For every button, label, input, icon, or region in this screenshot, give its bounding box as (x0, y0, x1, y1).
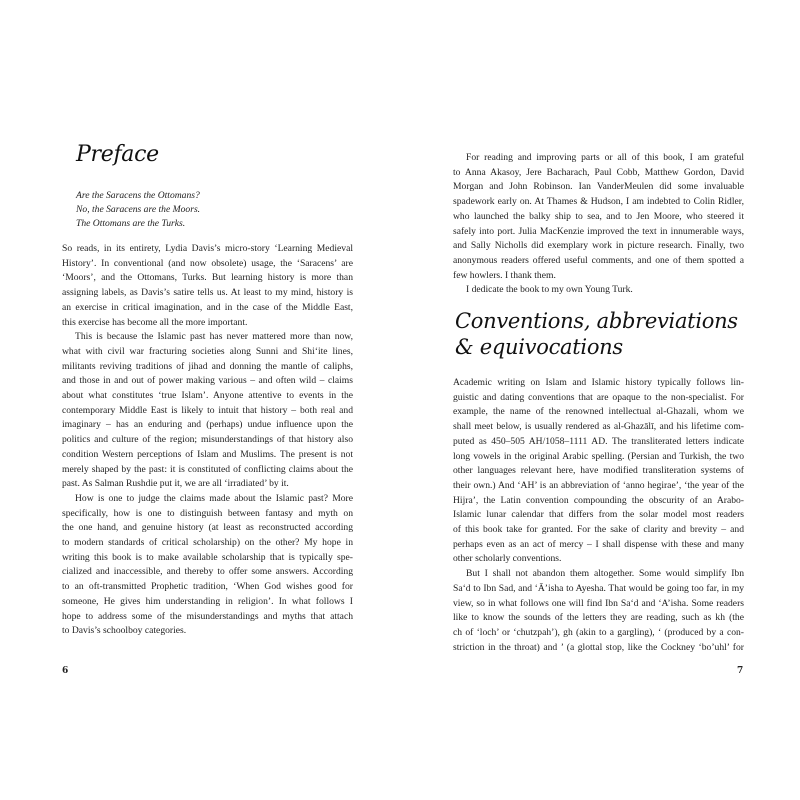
text-line: But I shall not abandon them altogether. Some would simplify Ibn (466, 568, 744, 580)
text-line: the one hand, and genuine history (at least as reconstructed according (62, 522, 353, 534)
text-line: shall meet below, is usually rendered as al-Ghazālī, and his lifetime com- (453, 421, 744, 433)
text-line: For reading and improving parts or all of this book, I am grateful (466, 152, 744, 163)
text-line: specifically, how is one to distinguish between fantasy and myth on (62, 507, 353, 519)
text-line: example, the name of the renowned intellectual al-Ghazali, whom we (453, 406, 744, 418)
page-number-right: 7 (737, 666, 744, 676)
text-line: their own.) And ‘AH’ is an abbreviation of ‘anno hegirae’, ‘the year of the (453, 479, 744, 491)
conventions-body (453, 376, 744, 655)
text-line: Morgan and John Robinson. Ian VanderMeulen did some invaluable (453, 181, 744, 193)
text-line: Sa‘d to Ibn Sad, and ‘Ā’isha to Ayesha. That would be going too far, in my (453, 582, 744, 594)
heading-line: & equivocations (455, 335, 623, 359)
text-line: assigning labels, as Davis’s satire tells us. At least to my mind, history is (62, 287, 353, 299)
text-line: This is because the Islamic past has never mattered more than now, (75, 331, 353, 343)
text-line: writing this book is to make available scholarship that is typically spe- (62, 551, 353, 563)
text-line: condition Western perceptions of Islam and Muslims. The present is not (62, 448, 353, 460)
text-line: to Davis’s schoolboy categories. (62, 625, 187, 637)
text-line: History’. In conventional (and now obsolete) usage, the ‘Saracens’ are (62, 257, 353, 269)
text-line: I dedicate the book to my own Young Turk. (466, 284, 633, 296)
text-line: spadework early on. At Thames & Hudson, I am indebted to Colin Ridler, (453, 196, 744, 208)
text-line: to modern standards of critical scholarship) on the other? My hope in (62, 537, 353, 549)
text-line: an exercise in critical imagination, and in the case of the Middle East, (62, 301, 353, 313)
epigraph-line: The Ottomans are the Turks. (76, 218, 186, 229)
text-line: someone, He gives him understanding in religion’. In what follows I (62, 595, 353, 607)
epigraph (76, 189, 200, 231)
text-line: politics and culture of the region; misunderstandings of that history also (62, 434, 353, 446)
text-line: who launched the balky ship to sea, and to Jen Moore, who steered it (453, 210, 744, 222)
acknowledgements-text (453, 151, 744, 298)
text-line: safely into port. Julia MacKenzie improved the text in innumerable ways, (453, 225, 744, 237)
text-line: contemporary Middle East is likely to intuit that history – both real and (62, 404, 353, 416)
preface-heading: Preface (76, 142, 159, 167)
text-line: ch of ‘loch’ or ‘chutzpah’), gh (akin to a gargling), ‘ (produced by a con- (453, 626, 744, 638)
text-line: this exercise has become all the more important. (62, 316, 248, 328)
text-line: puted as 450–505 AH/1058–1111 AD. The transliterated letters indicate (453, 435, 744, 447)
epigraph-line: Are the Saracens the Ottomans? (76, 190, 200, 201)
text-line: to an oft-transmitted Prophetic tradition, ‘When God wishes good for (62, 581, 353, 593)
preface-body (62, 242, 353, 639)
conventions-heading (455, 308, 755, 360)
text-line: like to know the sounds of the letters they are reading, such as kh (the (453, 612, 744, 624)
text-line: hope to address some of the misunderstandings and myths that attach (62, 610, 353, 622)
text-line: view, so in what follows one will find Ibn Sa‘d and ‘A’isha. Some readers (453, 597, 744, 609)
text-line: about what constitutes ‘true Islam’. Anyone attentive to events in the (62, 390, 353, 402)
text-line: of this book take for granted. For the sake of clarity and brevity – and (453, 524, 744, 536)
text-line: ‘Moors’, and the Ottomans, Turks. But learning history is more than (62, 272, 353, 284)
text-line: perhaps even as an act of mercy – I shall dispense with these and many (453, 538, 744, 550)
heading-line: Conventions, abbreviations (455, 309, 738, 333)
text-line: past. As Salman Rushdie put it, we are all ‘irradiated’ by it. (62, 478, 289, 490)
text-line: militants reviving traditions of jihad and donning the mantle of caliphs, (62, 360, 353, 372)
text-line: So reads, in its entirety, Lydia Davis’s micro-story ‘Learning Medieval (62, 243, 353, 254)
text-line: imaginary – has an enduring and (perhaps) undue influence upon the (62, 419, 353, 431)
text-line: cialized and inaccessible, and thereby to offer some answers. According (62, 566, 353, 578)
page-number-left: 6 (62, 666, 69, 676)
text-line: what with civil war fracturing societies along Sunni and Shi‘ite lines, (62, 345, 353, 357)
text-line: Islamic lunar calendar that differs from the solar model most readers (453, 509, 744, 521)
text-line: long vowels in the original Arabic spelling. (Persian and Turkish, the two (453, 450, 744, 462)
text-line: other scholarly conventions. (453, 553, 562, 565)
text-line: Hijra’, the Latin convention compounding the obscurity of an Arabo- (453, 494, 744, 506)
text-line: to Anna Akasoy, Jere Bacharach, Paul Cobb, Matthew Gordon, David (453, 166, 744, 178)
text-line: How is one to judge the claims made about the Islamic past? More (75, 492, 353, 504)
text-line: guistic and dating conventions that are opaque to the non-specialist. For (453, 391, 744, 403)
text-line: anonymous readers offered useful comments, and one of them spotted a (453, 254, 744, 266)
text-line: other languages relevant here, have modified transliteration systems of (453, 465, 744, 477)
text-line: merely shaped by the past: it is constituted of conflicting claims about the (62, 463, 353, 475)
text-line: and Sally Nicholls did exemplary work in picture research. Finally, two (453, 240, 744, 252)
epigraph-line: No, the Saracens are the Moors. (76, 204, 201, 215)
text-line: and those in and out of power making various – and often wild – claims (62, 375, 353, 387)
text-line: few howlers. I thank them. (453, 269, 556, 281)
text-line: striction in the throat) and ’ (a glottal stop, like the Cockney ‘bo’uhl’ for (453, 641, 744, 653)
text-line: Academic writing on Islam and Islamic history typically follows lin- (453, 377, 744, 388)
